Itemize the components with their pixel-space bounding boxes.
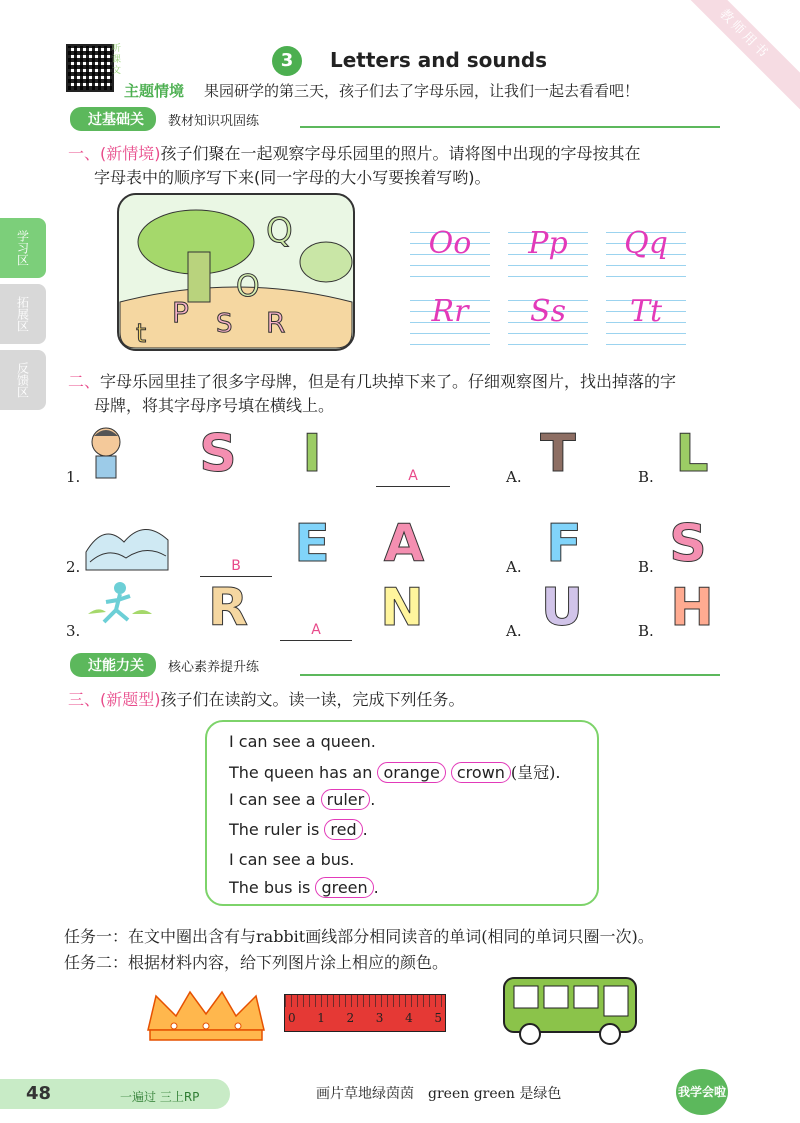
option-label: A. (506, 558, 522, 576)
poem-text: . (370, 790, 376, 809)
question-text: 字母表中的顺序写下来(同一字母的大小写要挨着写哟)。 (94, 168, 491, 187)
wave-illustration (84, 512, 170, 572)
question-number: 一、 (68, 144, 101, 163)
option-label: B. (638, 622, 654, 640)
theme-label: 主题情境 (124, 82, 185, 100)
answer-letter: Pp (528, 226, 568, 261)
divider (300, 126, 720, 128)
page-footer (0, 1063, 800, 1123)
option-label: A. (506, 622, 522, 640)
side-tab-extend[interactable]: 拓展区 (0, 284, 46, 344)
poem-text: The bus is (229, 878, 311, 897)
section-subtitle: 教材知识巩固练 (168, 113, 260, 129)
poem-line (229, 820, 368, 839)
option-letter[interactable]: T (540, 424, 576, 484)
ruler-numbers (288, 1011, 442, 1025)
theme-text: 果园研学的第三天，孩子们去了字母乐园，让我们一起去看看吧！ (204, 82, 640, 100)
footer-brand: 一遍过 三上RP (120, 1090, 200, 1104)
section-bar-basic (70, 108, 259, 130)
sign-letter: N (380, 578, 424, 638)
boy-illustration (86, 424, 126, 484)
sign-letter: I (302, 424, 322, 484)
circled-word[interactable]: orange (377, 762, 445, 783)
section-bar-ability (70, 654, 259, 676)
bus-picture[interactable] (500, 972, 640, 1048)
answer-blank[interactable]: A (376, 468, 450, 487)
section-title: 过能力关 (70, 653, 156, 677)
answer-letter: Ss (530, 294, 566, 329)
option-letter[interactable]: H (670, 578, 714, 638)
question-text: 母牌，将其字母序号填在横线上。 (94, 396, 335, 415)
option-label: A. (506, 468, 522, 486)
task-2: 任务二：根据材料内容，给下列图片涂上相应的颜色。 (64, 953, 449, 972)
sign-letter: E (294, 514, 330, 574)
answer-grid (410, 290, 490, 348)
answer-grid (606, 290, 686, 348)
answer-grid (508, 290, 588, 348)
answer-letter: Qq (624, 226, 668, 261)
qr-label: 听课文 (112, 44, 122, 76)
option-letter[interactable]: U (540, 578, 584, 638)
ruler-number: 4 (405, 1011, 413, 1025)
side-tab-feedback[interactable]: 反馈区 (0, 350, 46, 410)
circled-word[interactable]: green (315, 877, 373, 898)
poem-text: I can see a queen. (229, 732, 376, 751)
option-label: B. (638, 468, 654, 486)
answer-letter: Rr (431, 294, 469, 329)
svg-text:t: t (136, 319, 147, 349)
poem-line (229, 790, 375, 809)
svg-text:Q: Q (266, 211, 293, 251)
sign-letter: S (199, 424, 237, 484)
question-number: 二、 (68, 372, 101, 391)
poem-text: . (373, 878, 379, 897)
svg-text:O: O (236, 269, 260, 304)
answer-grid (606, 222, 686, 280)
question-text: 字母乐园里挂了很多字母牌，但是有几块掉下来了。仔细观察图片，找出掉落的字 (100, 372, 677, 391)
circled-word[interactable]: ruler (321, 789, 371, 810)
row-number: 3. (66, 622, 81, 640)
answer-grid (508, 222, 588, 280)
letter-park-picture (116, 192, 356, 352)
ruler-number: 2 (346, 1011, 355, 1025)
divider (300, 674, 720, 676)
section-title: 过基础关 (70, 107, 156, 131)
circled-word[interactable]: red (324, 819, 362, 840)
poem-text: I can see a bus. (229, 850, 355, 869)
qr-code[interactable] (66, 44, 114, 92)
answer-blank[interactable]: A (280, 622, 352, 641)
teacher-edition-stamp: 教师用书 (664, 0, 800, 115)
footer-slogan: 画片草地绿茵茵 green green 是绿色 (316, 1086, 562, 1102)
ruler-picture[interactable] (284, 994, 446, 1032)
svg-text:S: S (216, 309, 233, 339)
answer-letter: Tt (629, 294, 663, 329)
ruler-number: 3 (375, 1011, 384, 1025)
footer-badge: 我学会啦 (676, 1069, 728, 1115)
sign-letter: A (383, 514, 425, 574)
ruler-number: 0 (288, 1011, 296, 1025)
option-letter[interactable]: S (669, 514, 707, 574)
row-number: 1. (66, 468, 81, 486)
side-tab-study[interactable]: 学习区 (0, 218, 46, 278)
question-tag: (新情境) (100, 144, 161, 163)
answer-grid (410, 222, 490, 280)
ruler-ticks (285, 995, 445, 1007)
unit-number: 3 (272, 46, 302, 76)
poem-line (229, 760, 561, 783)
poem-line (229, 850, 354, 869)
ruler-number: 1 (317, 1011, 325, 1025)
question-3 (68, 688, 465, 712)
poem-line (229, 732, 376, 751)
option-label: B. (638, 558, 654, 576)
option-letter[interactable]: L (675, 424, 709, 484)
ruler-number: 5 (434, 1011, 442, 1025)
svg-text:R: R (266, 306, 286, 339)
svg-text:P: P (172, 296, 189, 329)
question-text: 孩子们聚在一起观察字母乐园里的照片。请将图中出现的字母按其在 (160, 144, 641, 163)
option-letter[interactable]: F (546, 514, 582, 574)
crown-picture[interactable] (144, 986, 268, 1046)
poem-text: The queen has an (229, 763, 373, 782)
page-number: 48 (26, 1083, 52, 1104)
answer-letter: Oo (428, 226, 472, 261)
sign-letter: R (207, 578, 249, 638)
poem-text: I can see a (229, 790, 316, 809)
question-text: 孩子们在读韵文。读一读，完成下列任务。 (160, 690, 465, 709)
question-number: 三、 (68, 690, 101, 709)
answer-blank[interactable]: B (200, 558, 272, 577)
question-1 (68, 142, 641, 190)
poem-text: The ruler is (229, 820, 320, 839)
row-number: 2. (66, 558, 81, 576)
task-1: 任务一：在文中圈出含有与rabbit画线部分相同读音的单词(相同的单词只圈一次)。 (64, 927, 654, 946)
runner-illustration (84, 580, 154, 630)
circled-word[interactable]: crown (451, 762, 511, 783)
poem-box (205, 720, 599, 906)
unit-title: Letters and sounds (330, 48, 548, 72)
poem-line (229, 878, 379, 897)
question-tag: (新题型) (100, 690, 161, 709)
question-2 (68, 370, 676, 418)
poem-text: (皇冠). (510, 763, 561, 782)
section-subtitle: 核心素养提升练 (168, 659, 260, 675)
poem-text: . (362, 820, 368, 839)
